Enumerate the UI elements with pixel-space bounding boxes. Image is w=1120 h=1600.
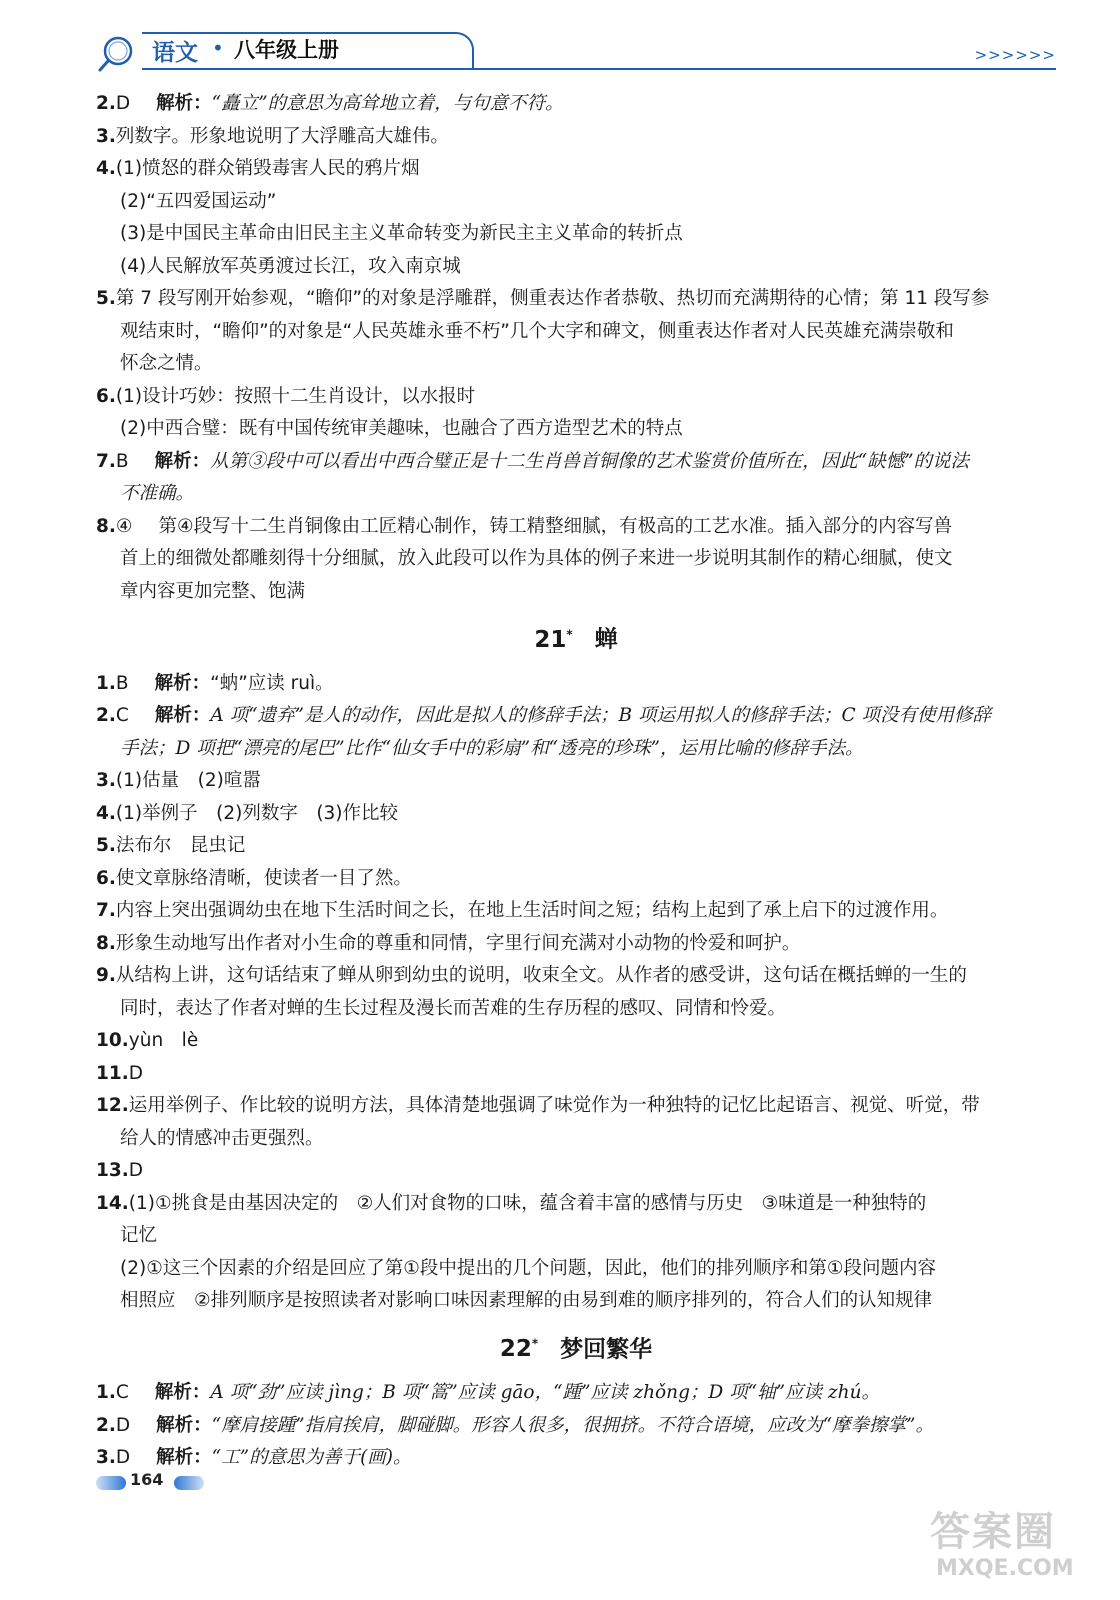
answer-item: 5.第 7 段写刚开始参观，“瞻仰”的对象是浮雕群，侧重表达作者恭敬、热切而充满期待的心情；第 11 段写参	[96, 288, 990, 309]
answer-item: 7.内容上突出强调幼虫在地下生活时间之长，在地上生活时间之短；结构上起到了承上启下的过渡作用。	[96, 900, 949, 922]
header-dot: •	[212, 36, 224, 60]
answer-subitem: (2)中西合璧：既有中国传统审美趣味，也融合了西方造型艺术的特点	[120, 418, 683, 439]
header-arrows: >>>>>>	[974, 46, 1056, 64]
answer-continuation: 观结束时，“瞻仰”的对象是“人民英雄永垂不朽”几个大字和碑文，侧重表达作者对人民英雄充满崇敬和	[120, 320, 954, 342]
answer-item: 2.D 解析：“矗立”的意思为高耸地立着，与句意不符。	[96, 93, 564, 114]
subject-label: 语文	[152, 40, 198, 66]
answer-item: 2.D 解析：“摩肩接踵”指肩挨肩，脚碰脚。形容人很多，很拥挤。不符合语境，应改为“摩拳擦掌”。	[96, 1414, 935, 1436]
header-rule	[142, 68, 1056, 70]
answer-continuation: 不准确。	[120, 483, 195, 504]
answer-subitem: (2)“五四爱国运动”	[120, 190, 277, 212]
section-title: 22* 梦回繁华	[499, 1336, 653, 1363]
answer-item: 10.yùn lè	[96, 1030, 199, 1052]
answer-item: 1.C 解析：A 项“劲”应读 jìng；B 项“篙”应读 gāo，“踵”应读 zhǒng；D 项“轴”应读 zhú。	[96, 1382, 881, 1404]
answer-item: 4.(1)举例子 (2)列数字 (3)作比较	[96, 802, 399, 824]
page-number: 164	[130, 1470, 164, 1489]
answer-item: 14.(1)①挑食是由基因决定的 ②人们对食物的口味，蕴含着丰富的感情与历史 ③味道是一种独特的	[96, 1192, 927, 1214]
answer-item: 3.D 解析：“工”的意思为善于(画)。	[96, 1447, 412, 1469]
watermark	[930, 1500, 1110, 1590]
answer-continuation: 记忆	[120, 1225, 158, 1247]
watermark-url: MXQE.COM	[936, 1556, 1074, 1581]
answer-continuation: 手法；D 项把“漂亮的尾巴”比作“仙女手中的彩扇”和“透亮的珍珠”，运用比喻的修辞手法。	[120, 737, 864, 759]
book-title: 八年级上册	[234, 38, 339, 62]
answer-subitem: (4)人民解放军英勇渡过长江，攻入南京城	[120, 255, 461, 277]
answer-subitem: (2)①这三个因素的介绍是回应了第①段中提出的几个问题，因此，他们的排列顺序和第①段问题内容	[120, 1257, 936, 1279]
answer-content	[96, 88, 1056, 1475]
page-header	[96, 30, 1056, 78]
answer-item: 11.D	[96, 1062, 144, 1084]
answer-item: 3.(1)估量 (2)喧嚣	[96, 770, 261, 792]
answer-item: 9.从结构上讲，这句话结束了蝉从卵到幼虫的说明，收束全文。从作者的感受讲，这句话在概括蝉的一生的	[96, 965, 967, 987]
magnifier-logo-icon	[96, 34, 140, 72]
answer-item: 6.使文章脉络清晰，使读者一目了然。	[96, 867, 412, 889]
answer-item: 2.C 解析：A 项“遗弃”是人的动作，因此是拟人的修辞手法；B 项运用拟人的修辞手法；C 项没有使用修辞	[96, 705, 992, 727]
answer-item: 1.B 解析：“蚋”应读 ruì。	[96, 672, 334, 694]
answer-item: 4.(1)愤怒的群众销毁毒害人民的鸦片烟	[96, 158, 420, 179]
footer-pill-left-icon	[96, 1476, 126, 1490]
answer-continuation: 怀念之情。	[120, 353, 213, 374]
answer-item: 8.④ 第④段写十二生肖铜像由工匠精心制作，铸工精整细腻，有极高的工艺水准。插入部分的内容写兽	[96, 515, 953, 537]
answer-item: 8.形象生动地写出作者对小生命的尊重和同情，字里行间充满对小动物的怜爱和呵护。	[96, 932, 801, 954]
answer-continuation: 章内容更加完整、饱满	[120, 580, 306, 602]
answer-item: 6.(1)设计巧妙：按照十二生肖设计，以水报时	[96, 385, 476, 407]
answer-continuation: 相照应 ②排列顺序是按照读者对影响口味因素理解的由易到难的顺序排列的，符合人们的认知规律	[120, 1290, 933, 1312]
answer-item: 12.运用举例子、作比较的说明方法，具体清楚地强调了味觉作为一种独特的记忆比起语言、视觉、听觉，带	[96, 1095, 980, 1117]
answer-continuation: 给人的情感冲击更强烈。	[120, 1127, 324, 1149]
answer-continuation: 首上的细微处都雕刻得十分细腻，放入此段可以作为具体的例子来进一步说明其制作的精心细腻，使文	[120, 548, 953, 569]
answer-item: 13.D	[96, 1160, 144, 1182]
answer-item: 5.法布尔 昆虫记	[96, 835, 246, 857]
answer-subitem: (3)是中国民主革命由旧民主主义革命转变为新民主主义革命的转折点	[120, 223, 683, 244]
answer-item: 7.B 解析：从第③段中可以看出中西合璧正是十二生肖兽首铜像的艺术鉴赏价值所在，因此“缺憾”的说法	[96, 450, 970, 472]
footer-pill-right-icon	[174, 1476, 204, 1490]
answer-item: 3.列数字。形象地说明了大浮雕高大雄伟。	[96, 125, 449, 147]
answer-continuation: 同时，表达了作者对蝉的生长过程及漫长而苦难的生存历程的感叹、同情和怜爱。	[120, 997, 787, 1019]
section-title: 21* 蝉	[534, 626, 618, 653]
watermark-logo: 答案圈	[930, 1509, 1056, 1555]
